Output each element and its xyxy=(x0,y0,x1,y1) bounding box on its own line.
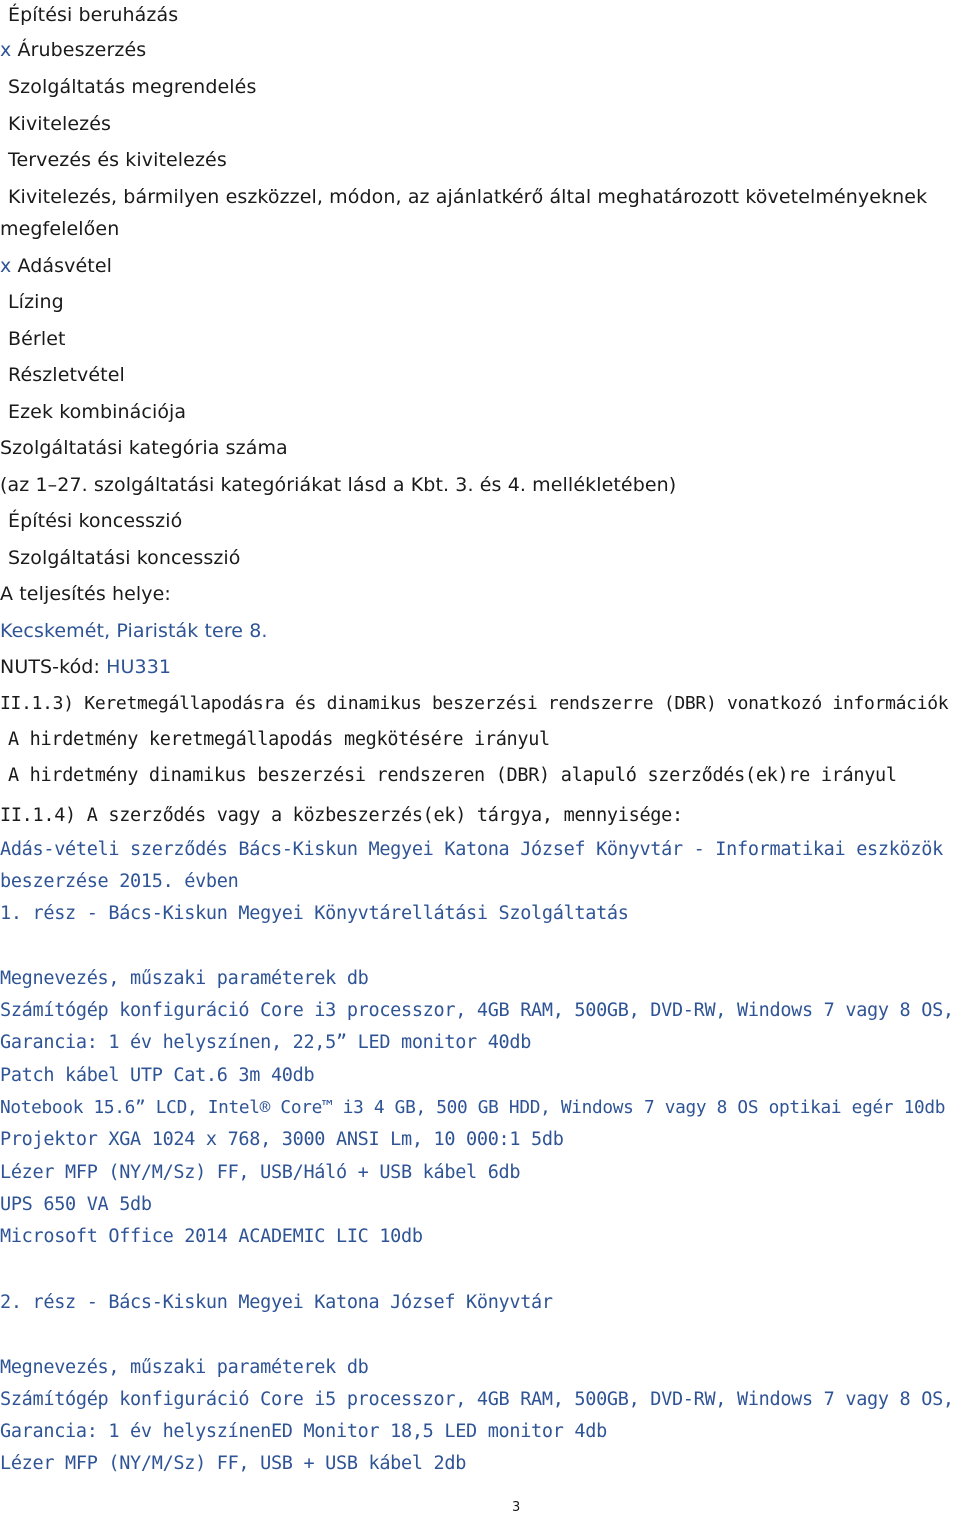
option-keretmegallapodas: A hirdetmény keretmegállapodás megkötésére irányul xyxy=(8,729,550,750)
part-1-item-cont: Garancia: 1 év helyszínen, 22,5” LED monitor 40db xyxy=(0,1032,532,1053)
nuts-code: NUTS-kód: HU331 xyxy=(0,656,172,678)
part-1-item: Microsoft Office 2014 ACADEMIC LIC 10db xyxy=(0,1226,423,1247)
selected-mark: x xyxy=(0,39,12,61)
contract-subject-cont: beszerzése 2015. évben xyxy=(0,871,239,892)
selected-mark: x xyxy=(0,255,12,277)
part-2-table-header: Megnevezés, műszaki paraméterek db xyxy=(0,1357,369,1378)
place-of-performance-value: Kecskemét, Piaristák tere 8. xyxy=(0,620,268,642)
option-tervezes-es-kivitelezes: Tervezés és kivitelezés xyxy=(8,149,227,171)
option-ezek-kombinacioja: Ezek kombinációja xyxy=(8,401,187,423)
part-1-item: Projektor XGA 1024 x 768, 3000 ANSI Lm, 10 000:1 5db xyxy=(0,1129,564,1150)
place-of-performance-label: A teljesítés helye: xyxy=(0,583,171,605)
option-kivitelezes-barmilyen-cont: megfelelően xyxy=(0,218,120,240)
option-kivitelezes: Kivitelezés xyxy=(8,113,112,135)
option-kivitelezes-barmilyen: Kivitelezés, bármilyen eszközzel, módon, az ajánlatkérő által meghatározott követelményeknek xyxy=(8,186,928,208)
part-2-item: Lézer MFP (NY/M/Sz) FF, USB + USB kábel 2db xyxy=(0,1453,467,1474)
part-2-item: Számítógép konfiguráció Core i5 processzor, 4GB RAM, 500GB, DVD-RW, Windows 7 vagy 8 OS, xyxy=(0,1389,954,1410)
part-1-table-header: Megnevezés, műszaki paraméterek db xyxy=(0,968,369,989)
option-reszletvetel: Részletvétel xyxy=(8,364,125,386)
part-1-title: 1. rész - Bács-Kiskun Megyei Könyvtárellátási Szolgáltatás xyxy=(0,903,629,924)
part-1-item: Lézer MFP (NY/M/Sz) FF, USB/Háló + USB kábel 6db xyxy=(0,1162,521,1183)
option-adasvetel: x Adásvétel xyxy=(0,255,113,277)
part-1-item: Notebook 15.6” LCD, Intel® Core™ i3 4 GB, 500 GB HDD, Windows 7 vagy 8 OS optikai egér 10db xyxy=(0,1098,946,1118)
option-dbr: A hirdetmény dinamikus beszerzési rendszeren (DBR) alapuló szerződés(ek)re irányul xyxy=(8,765,897,786)
section-heading-II-1-4: II.1.4) A szerződés vagy a közbeszerzés(ek) tárgya, mennyisége: xyxy=(0,805,683,826)
section-heading-II-1-3: II.1.3) Keretmegállapodásra és dinamikus beszerzési rendszerre (DBR) vonatkozó információk xyxy=(0,693,949,714)
option-berlet: Bérlet xyxy=(8,328,66,350)
option-lizing: Lízing xyxy=(8,291,64,313)
part-1-item: Patch kábel UTP Cat.6 3m 40db xyxy=(0,1065,315,1086)
page-number: 3 xyxy=(512,1500,521,1515)
option-szolgaltatasi-koncesszio: Szolgáltatási koncesszió xyxy=(8,547,241,569)
part-2-item-cont: Garancia: 1 év helyszínenED Monitor 18,5 LED monitor 4db xyxy=(0,1421,607,1442)
option-epitesi-koncesszio: Építési koncesszió xyxy=(8,510,183,532)
part-2-title: 2. rész - Bács-Kiskun Megyei Katona József Könyvtár xyxy=(0,1292,553,1313)
option-szolgaltatas-megrendeles: Szolgáltatás megrendelés xyxy=(8,76,257,98)
nuts-code-value: HU331 xyxy=(106,656,172,678)
service-category-note: (az 1–27. szolgáltatási kategóriákat lásd a Kbt. 3. és 4. mellékletében) xyxy=(0,474,677,496)
option-arubeszerzes: x Árubeszerzés xyxy=(0,39,147,61)
part-1-item: Számítógép konfiguráció Core i3 processzor, 4GB RAM, 500GB, DVD-RW, Windows 7 vagy 8 OS, xyxy=(0,1000,954,1021)
option-epitesi-beruhazas: Építési beruházás xyxy=(8,4,179,26)
service-category-label: Szolgáltatási kategória száma xyxy=(0,437,288,459)
part-1-item: UPS 650 VA 5db xyxy=(0,1194,152,1215)
contract-subject: Adás-vételi szerződés Bács-Kiskun Megyei Katona József Könyvtár - Informatikai eszközök xyxy=(0,839,943,860)
